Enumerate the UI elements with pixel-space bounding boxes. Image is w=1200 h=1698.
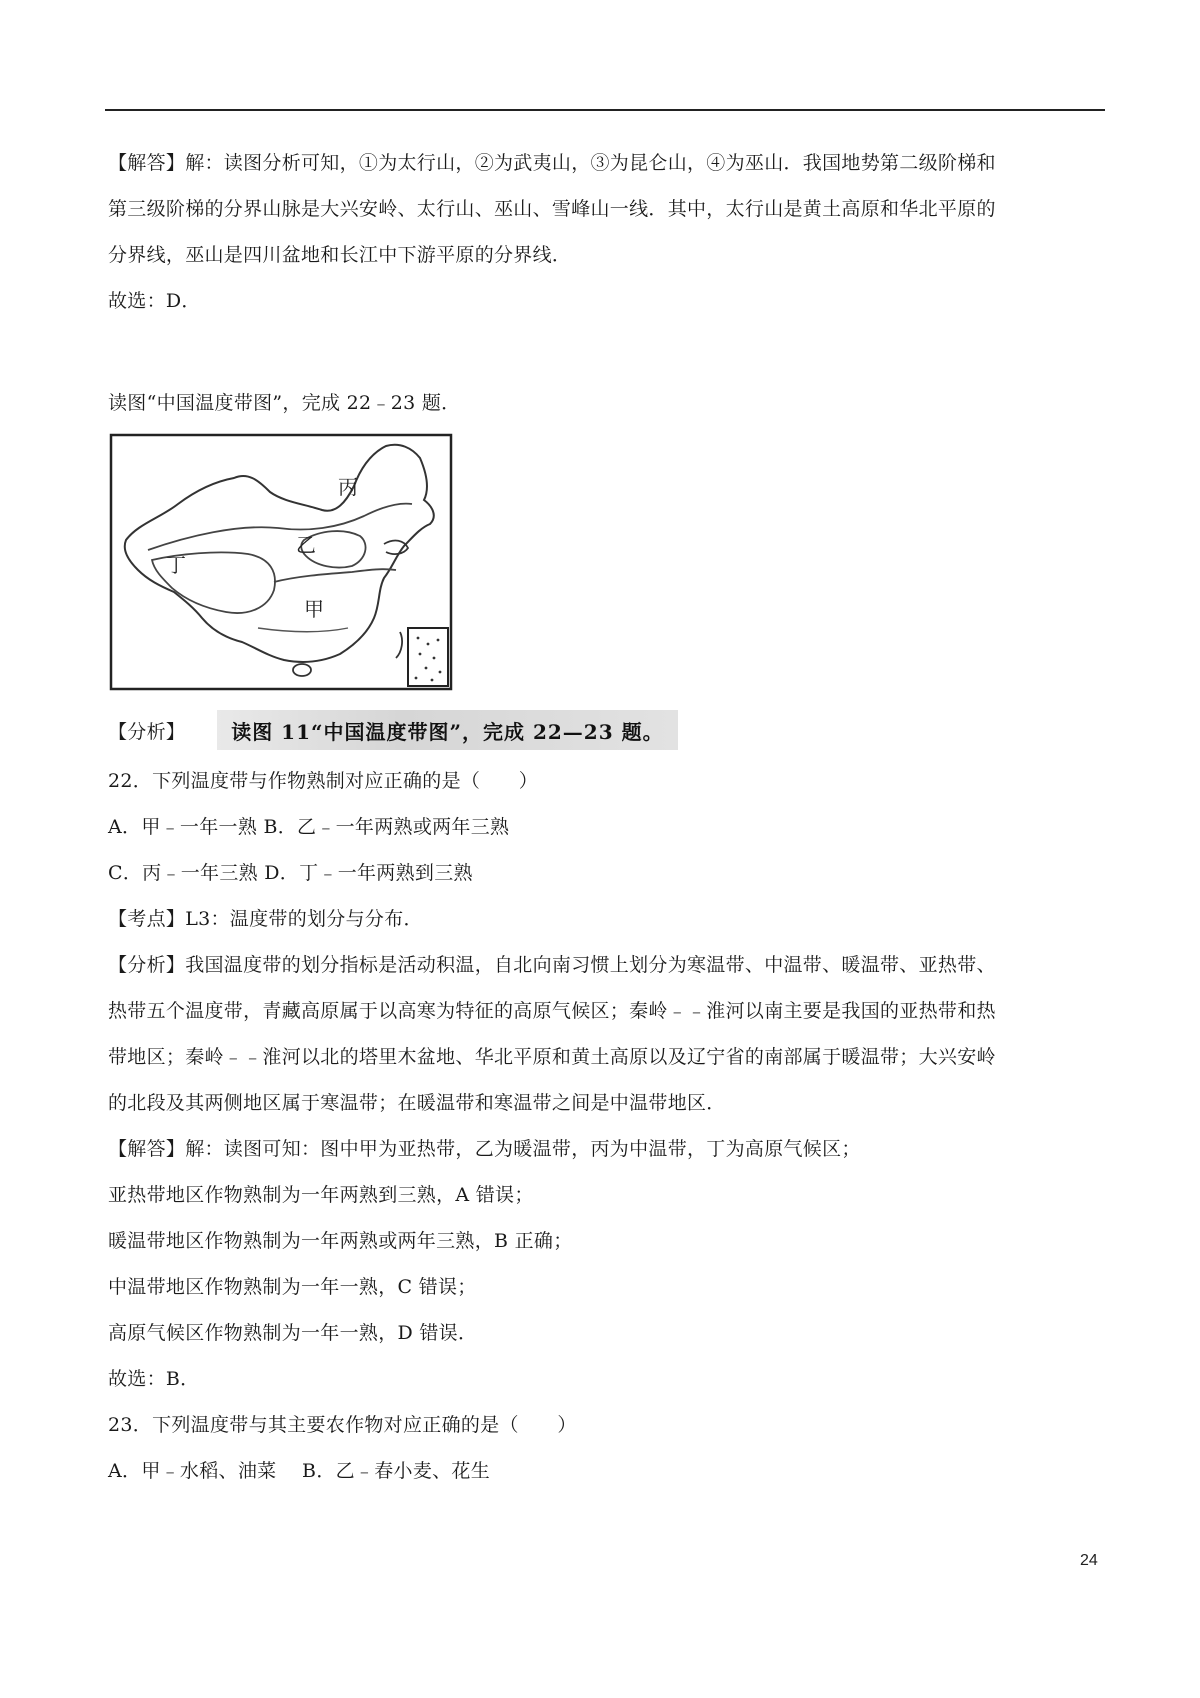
zone-label-jia: 甲 xyxy=(304,597,324,621)
zone-label-yi: 乙 xyxy=(296,533,316,557)
q21-answer-line: 分界线，巫山是四川盆地和长江中下游平原的分界线． xyxy=(108,244,572,266)
q22-options: A．甲﹣一年一熟 B．乙﹣一年两熟或两年三熟 xyxy=(108,816,510,838)
q22-analysis-line: 的北段及其两侧地区属于寒温带；在暖温带和寒温带之间是中温带地区． xyxy=(108,1092,726,1114)
header-rule xyxy=(105,109,1105,111)
q22-answer-line: 高原气候区作物熟制为一年一熟，D 错误． xyxy=(108,1322,478,1344)
zone-label-ding: 丁 xyxy=(166,553,186,577)
q22-answer-line: 亚热带地区作物熟制为一年两熟到三熟，A 错误； xyxy=(108,1184,534,1206)
spacer xyxy=(108,324,1100,380)
q21-answer-line: 第三级阶梯的分界山脉是大兴安岭、太行山、巫山、雪峰山一线．其中，太行山是黄土高原和华北平原的 xyxy=(108,198,996,220)
map-intro: 读图“中国温度带图”，完成 22﹣23 题． xyxy=(108,392,461,414)
q22-analysis-line: 带地区；秦岭﹣﹣淮河以北的塔里木盆地、华北平原和黄土高原以及辽宁省的南部属于暖温带；大兴安岭 xyxy=(108,1046,996,1068)
q22-choice-line: 故选：B． xyxy=(108,1368,200,1390)
page-body xyxy=(108,140,1100,1494)
q22-analysis-line: 【分析】我国温度带的划分指标是活动积温，自北向南习惯上划分为寒温带、中温带、暖温带、亚热带、 xyxy=(108,954,996,976)
q22-answer-line: 暖温带地区作物熟制为一年两熟或两年三熟，B 正确； xyxy=(108,1230,573,1252)
q22-answer-line: 中温带地区作物熟制为一年一熟，C 错误； xyxy=(108,1276,477,1298)
china-temperature-zone-map xyxy=(108,432,454,692)
q22-options: C．丙﹣一年三熟 D．丁﹣一年两熟到三熟 xyxy=(108,862,473,884)
zone-label-bing: 丙 xyxy=(338,475,358,499)
page-number: 24 xyxy=(1080,1552,1098,1569)
analysis-row xyxy=(108,702,1100,758)
analysis-tag: 【分析】 xyxy=(108,720,186,743)
q22-kaodian: 【考点】L3：温度带的划分与分布． xyxy=(108,908,423,930)
q23-options: A．甲﹣水稻、油菜 B．乙﹣春小麦、花生 xyxy=(108,1460,491,1482)
q22-stem: 22．下列温度带与作物熟制对应正确的是（ ） xyxy=(108,770,539,792)
q22-analysis-line: 热带五个温度带，青藏高原属于以高寒为特征的高原气候区；秦岭﹣﹣淮河以南主要是我国的亚热带和热 xyxy=(108,1000,996,1022)
q22-answer-line: 【解答】解：读图可知：图中甲为亚热带，乙为暖温带，丙为中温带，丁为高原气候区； xyxy=(108,1138,861,1160)
scanned-question-strip: 读图 11“中国温度带图”，完成 22—23 题。 xyxy=(217,710,677,750)
q23-stem: 23．下列温度带与其主要农作物对应正确的是（ ） xyxy=(108,1414,577,1436)
q21-answer-line: 【解答】解：读图分析可知，①为太行山，②为武夷山，③为昆仑山，④为巫山．我国地势第二级阶梯和 xyxy=(108,152,996,174)
q21-choice-line: 故选：D． xyxy=(108,290,201,312)
